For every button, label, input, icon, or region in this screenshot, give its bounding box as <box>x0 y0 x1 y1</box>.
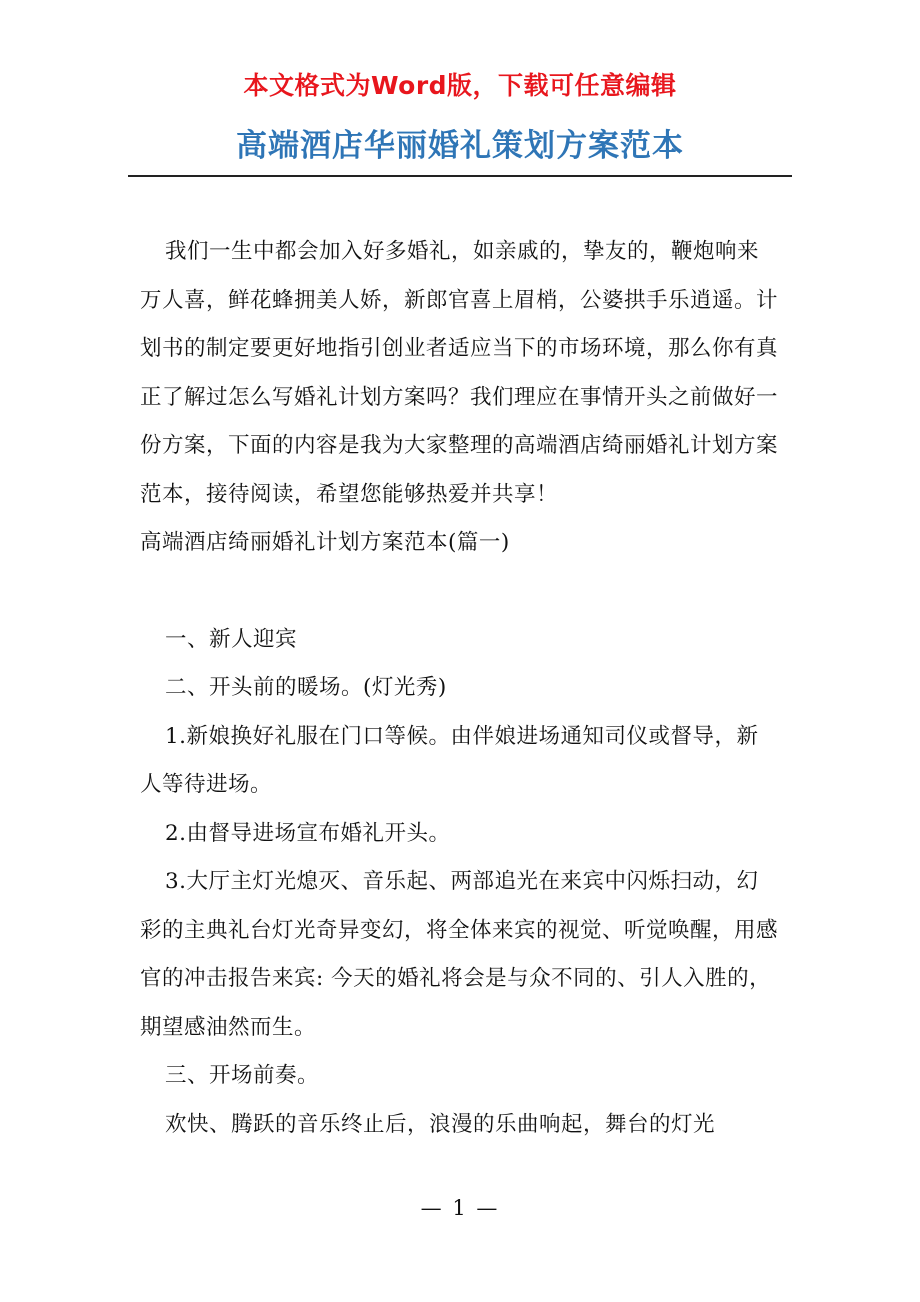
list-item-welcome: 一、新人迎宾 <box>165 626 298 652</box>
intro-paragraph: 我们一生中都会加入好多婚礼，如亲戚的，挚友的，鞭炮响来万人喜，鲜花蜂拥美人娇，新郎官喜上眉梢，公婆拱手乐逍遥。计划书的制定要更好地指引创业者适应当下的市场环境，那么你有真正了解过怎么写婚礼计划方案吗？我们理应在事情开头之前做好一份方案，下面的内容是我为大家整理的高端酒店绮丽婚礼计划方案范本，接待阅读，希望您能够热爱并共享！ <box>140 239 779 507</box>
list-item-warmup: 二、开头前的暖场。(灯光秀) <box>165 675 447 700</box>
format-banner: 本文格式为Word版，下载可任意编辑 <box>243 71 677 100</box>
list-item-prelude: 三、开场前奏。 <box>165 1063 320 1088</box>
page-number: — 1 — <box>420 1196 500 1220</box>
document-body <box>140 228 780 1149</box>
step-1-paragraph: 1.新娘换好礼服在门口等候。由伴娘进场通知司仪或督导，新人等待进场。 <box>140 723 759 797</box>
title-divider <box>128 175 792 177</box>
blank-line <box>140 568 780 616</box>
step-3-paragraph: 3.大厅主灯光熄灭、音乐起、两部追光在来宾中闪烁扫动，幻彩的主典礼台灯光奇异变幻，将全体来宾的视觉、听觉唤醒，用感官的冲击报告来宾: 今天的婚礼将会是与众不同的、引人入胜的，期望感油然而生。 <box>140 869 779 1040</box>
document-title: 高端酒店华丽婚礼策划方案范本 <box>236 128 684 164</box>
section-heading: 高端酒店绮丽婚礼计划方案范本(篇一) <box>140 530 510 555</box>
closing-paragraph: 欢快、腾跃的音乐终止后，浪漫的乐曲响起，舞台的灯光 <box>165 1111 716 1137</box>
step-2-paragraph: 2.由督导进场宣布婚礼开头。 <box>165 820 451 846</box>
